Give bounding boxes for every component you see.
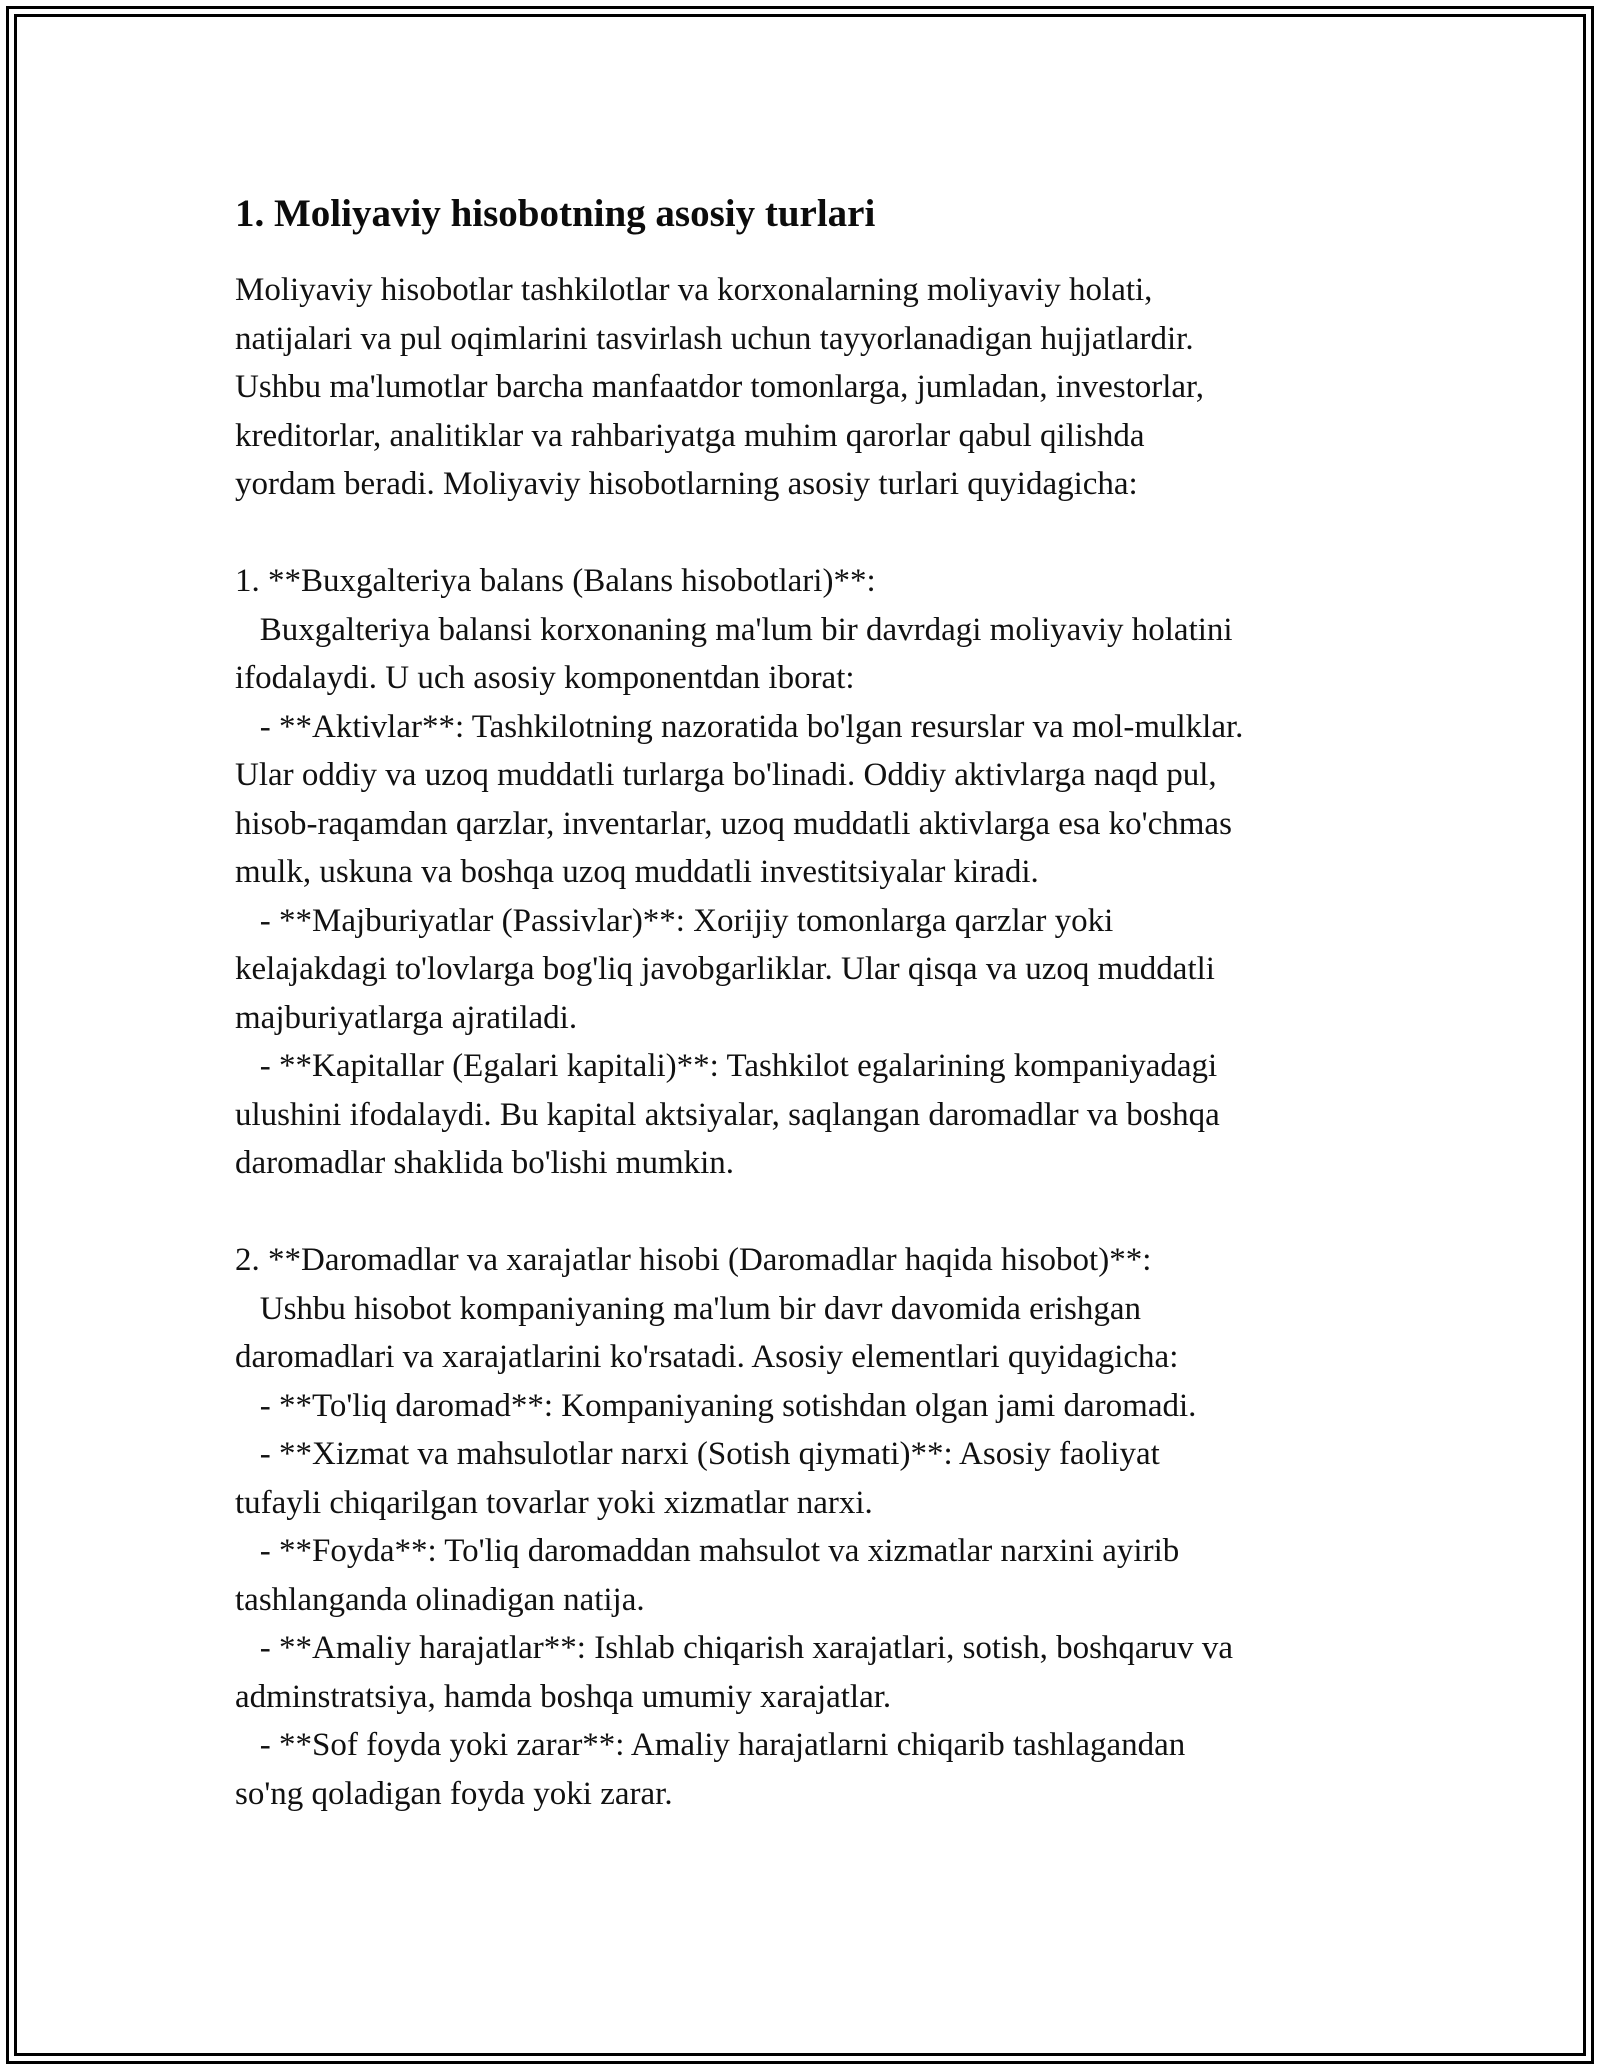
text-line: daromadlar shaklida bo'lishi mumkin. bbox=[235, 1145, 735, 1181]
text-line: adminstratsiya, hamda boshqa umumiy xarajatlar. bbox=[235, 1678, 892, 1715]
text-line: - **Majburiyatlar (Passivlar)**: Xorijiy tomonlarga qarzlar yoki bbox=[235, 902, 1114, 939]
text-line: natijalari va pul oqimlarini tasvirlash uchun tayyorlanadigan hujjatlardir. bbox=[235, 320, 1194, 357]
text-line: - **Amaliy harajatlar**: Ishlab chiqarish xarajatlari, sotish, boshqaruv va bbox=[235, 1630, 1233, 1666]
text-line: tashlanganda olinadigan natija. bbox=[235, 1581, 645, 1618]
text-line: hisob-raqamdan qarzlar, inventarlar, uzoq muddatli aktivlarga esa ko'chmas bbox=[235, 805, 1232, 842]
text-line: - **Xizmat va mahsulotlar narxi (Sotish qiymati)**: Asosiy faoliyat bbox=[235, 1436, 1160, 1472]
text-line: daromadlari va xarajatlarini ko'rsatadi. Asosiy elementlari quyidagicha: bbox=[235, 1339, 1179, 1375]
text-line: mulk, uskuna va boshqa uzoq muddatli investitsiyalar kiradi. bbox=[235, 854, 1039, 890]
text-line: Moliyaviy hisobotlar tashkilotlar va korxonalarning moliyaviy holati, bbox=[235, 272, 1153, 308]
text-line: kreditorlar, analitiklar va rahbariyatga muhim qarorlar qabul qilishda bbox=[235, 417, 1145, 454]
text-line: majburiyatlarga ajratiladi. bbox=[235, 999, 578, 1036]
text-line: tufayli chiqarilgan tovarlar yoki xizmatlar narxi. bbox=[235, 1484, 873, 1521]
text-line: so'ng qoladigan foyda yoki zarar. bbox=[235, 1775, 673, 1812]
section-heading: 1. Moliyaviy hisobotning asosiy turlari bbox=[235, 192, 876, 235]
text-line: - **To'liq daromad**: Kompaniyaning sotishdan olgan jami daromadi. bbox=[235, 1387, 1197, 1424]
text-line: - **Kapitallar (Egalari kapitali)**: Tashkilot egalarining kompaniyadagi bbox=[235, 1048, 1218, 1084]
text-line: - **Foyda**: To'liq daromaddan mahsulot va xizmatlar narxini ayirib bbox=[235, 1533, 1180, 1569]
text-line: Buxgalteriya balansi korxonaning ma'lum bir davrdagi moliyaviy holatini bbox=[235, 611, 1233, 648]
text-line: - **Aktivlar**: Tashkilotning nazoratida bo'lgan resurslar va mol-mulklar. bbox=[235, 708, 1244, 745]
text-line: Ushbu hisobot kompaniyaning ma'lum bir davr davomida erishgan bbox=[235, 1290, 1141, 1327]
text-line: Ushbu ma'lumotlar barcha manfaatdor tomonlarga, jumladan, investorlar, bbox=[235, 369, 1204, 405]
text-line: Ular oddiy va uzoq muddatli turlarga bo'linadi. Oddiy aktivlarga naqd pul, bbox=[235, 757, 1217, 793]
text-line: ulushini ifodalaydi. Bu kapital aktsiyalar, saqlangan daromadlar va boshqa bbox=[235, 1096, 1220, 1133]
text-line: - **Sof foyda yoki zarar**: Amaliy harajatlarni chiqarib tashlagandan bbox=[235, 1727, 1186, 1763]
blank-line bbox=[235, 1188, 1375, 1237]
text-line: 1. **Buxgalteriya balans (Balans hisobotlari)**: bbox=[235, 563, 876, 599]
text-line: 2. **Daromadlar va xarajatlar hisobi (Daromadlar haqida hisobot)**: bbox=[235, 1242, 1152, 1278]
blank-line bbox=[235, 509, 1375, 558]
document-body bbox=[235, 188, 1375, 1818]
text-line: ifodalaydi. U uch asosiy komponentdan iborat: bbox=[235, 660, 855, 696]
paragraph-text bbox=[235, 266, 1375, 1818]
text-line: yordam beradi. Moliyaviy hisobotlarning asosiy turlari quyidagicha: bbox=[235, 466, 1138, 502]
text-line: kelajakdagi to'lovlarga bog'liq javobgarliklar. Ular qisqa va uzoq muddatli bbox=[235, 951, 1215, 987]
